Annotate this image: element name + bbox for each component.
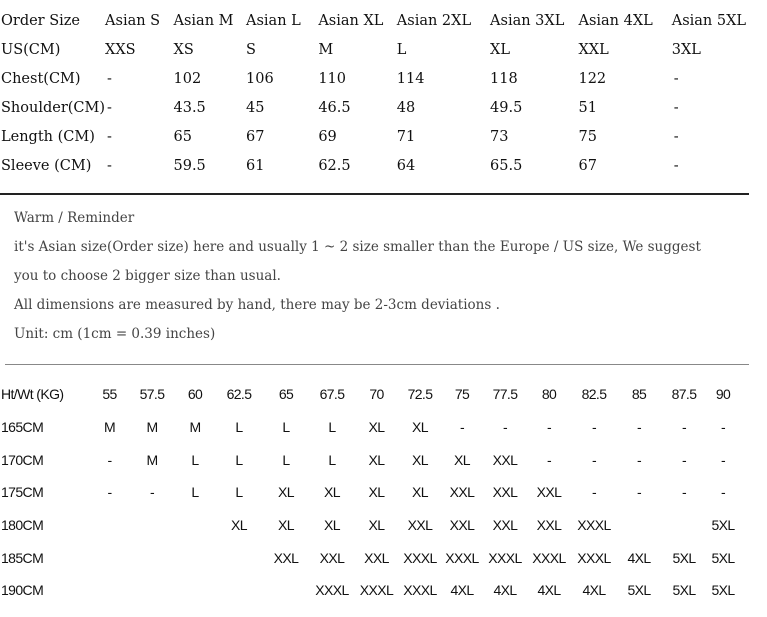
size-recommendation-cell: - <box>459 419 465 436</box>
size-recommendation-cell: - <box>591 484 597 501</box>
size-header-cell: Order Size <box>1 12 81 29</box>
size-recommendation-cell: M <box>146 451 158 468</box>
size-recommendation-cell: XL <box>412 484 428 501</box>
reminder-line: All dimensions are measured by hand, there may be 2-3cm deviations . <box>14 297 500 313</box>
size-row <box>0 64 767 93</box>
size-cell: 110 <box>318 70 346 87</box>
size-recommendation-cell: XXL <box>492 517 518 534</box>
size-row-label: Length (CM) <box>1 128 95 145</box>
size-cell: - <box>107 157 112 174</box>
size-recommendation-cell: L <box>191 484 199 501</box>
size-recommendation-cell: XXL <box>492 484 518 501</box>
size-recommendation-cell: 5XL <box>711 582 735 599</box>
size-cell: 69 <box>318 128 337 145</box>
size-header-cell: Asian L <box>246 12 301 29</box>
weight-header-cell: 60 <box>187 386 203 403</box>
size-recommendation-cell: L <box>235 484 243 501</box>
height-label: 175CM <box>1 484 44 501</box>
size-recommendation-cell: L <box>191 451 199 468</box>
size-row-label: Sleeve (CM) <box>1 157 92 174</box>
weight-header-cell: 67.5 <box>319 386 345 403</box>
size-recommendation-cell: XXL <box>407 517 433 534</box>
reminder-notes <box>14 208 754 353</box>
size-cell: 46.5 <box>318 99 351 116</box>
size-header-cell: Asian 2XL <box>396 12 472 29</box>
size-cell: 75 <box>578 128 597 145</box>
size-header-cell: Asian 5XL <box>671 12 747 29</box>
size-recommendation-cell: - <box>636 419 642 436</box>
weight-header-cell: 72.5 <box>407 386 433 403</box>
size-recommendation-cell: 4XL <box>537 582 561 599</box>
size-cell: 59.5 <box>173 157 206 174</box>
weight-header-cell: 62.5 <box>226 386 252 403</box>
size-recommendation-cell: XXXL <box>445 549 479 566</box>
size-recommendation-cell: XL <box>324 484 340 501</box>
size-recommendation-cell: XXXL <box>403 582 437 599</box>
size-recommendation-cell: M <box>146 419 158 436</box>
size-recommendation-cell: XXL <box>449 517 475 534</box>
size-row <box>0 151 767 180</box>
size-cell: 106 <box>246 70 274 87</box>
size-cell: XXS <box>105 41 136 58</box>
size-recommendation-cell: XXL <box>536 517 562 534</box>
size-recommendation-cell <box>89 509 130 542</box>
size-cell: 48 <box>396 99 416 116</box>
size-recommendation-cell <box>89 574 130 607</box>
reminder-line: it's Asian size(Order size) here and usually 1 ~ 2 size smaller than the Europe / US size, We suggest <box>14 239 701 255</box>
size-recommendation-cell <box>216 541 262 574</box>
size-header-cell: Asian S <box>105 12 161 29</box>
size-cell: - <box>673 128 679 145</box>
height-row <box>0 509 739 542</box>
size-recommendation-cell: XXXL <box>403 549 437 566</box>
size-recommendation-cell <box>174 509 216 542</box>
size-recommendation-cell <box>617 509 661 542</box>
size-recommendation-cell: XXXL <box>577 549 611 566</box>
size-recommendation-cell <box>130 541 174 574</box>
size-cell: 62.5 <box>318 157 351 174</box>
size-cell: 67 <box>246 128 265 145</box>
size-recommendation-cell: 5XL <box>711 549 735 566</box>
size-recommendation-cell: 5XL <box>627 582 651 599</box>
size-recommendation-cell: - <box>681 484 687 501</box>
size-recommendation-cell: XXL <box>536 484 562 501</box>
height-row <box>0 574 739 607</box>
size-recommendation-cell: XXXL <box>359 582 394 599</box>
size-recommendation-cell: XL <box>412 451 428 468</box>
size-recommendation-cell: XXXL <box>488 549 522 566</box>
size-cell: 45 <box>246 99 265 116</box>
height-weight-table <box>0 378 739 607</box>
size-recommendation-cell: - <box>107 451 112 468</box>
size-chart-table <box>0 6 767 180</box>
size-cell: XL <box>490 41 510 58</box>
weight-header-cell: 90 <box>715 386 731 403</box>
size-recommendation-cell: - <box>107 484 112 501</box>
size-recommendation-cell: XL <box>231 517 247 534</box>
size-cell: 102 <box>173 70 202 87</box>
reminder-title: Warm / Reminder <box>14 210 135 226</box>
size-recommendation-cell: L <box>282 419 290 436</box>
size-cell: 67 <box>578 157 597 174</box>
size-row <box>0 93 767 122</box>
height-label: 170CM <box>1 451 44 468</box>
size-recommendation-cell: L <box>282 451 290 468</box>
weight-header-cell: 80 <box>541 386 557 403</box>
size-recommendation-cell: 5XL <box>672 549 696 566</box>
size-cell: - <box>673 157 679 174</box>
size-cell: 73 <box>490 128 509 145</box>
size-cell: XS <box>173 41 194 58</box>
size-recommendation-cell: - <box>720 419 726 436</box>
size-header-cell: Asian XL <box>318 12 384 29</box>
reminder-line: Unit: cm (1cm = 0.39 inches) <box>14 326 216 342</box>
size-recommendation-cell: XXL <box>492 451 518 468</box>
size-cell: - <box>107 99 112 116</box>
size-recommendation-cell: L <box>328 419 336 436</box>
size-cell: 43.5 <box>173 99 206 116</box>
size-recommendation-cell: XL <box>412 419 428 436</box>
size-recommendation-cell: L <box>328 451 336 468</box>
size-recommendation-cell: - <box>546 451 552 468</box>
size-recommendation-cell: XXXL <box>532 549 566 566</box>
height-row <box>0 443 739 476</box>
size-recommendation-cell: XXL <box>364 549 389 566</box>
size-recommendation-cell: XL <box>368 517 385 534</box>
weight-header-cell: 85 <box>631 386 647 403</box>
size-recommendation-cell <box>89 541 130 574</box>
size-cell: 51 <box>578 99 597 116</box>
size-recommendation-cell <box>130 574 174 607</box>
size-recommendation-cell <box>174 541 216 574</box>
weight-header-cell: 57.5 <box>139 386 165 403</box>
size-cell: M <box>318 41 334 58</box>
size-cell: - <box>107 70 112 87</box>
size-recommendation-cell: XL <box>278 484 294 501</box>
size-recommendation-cell: - <box>681 419 687 436</box>
size-recommendation-cell: - <box>720 484 726 501</box>
size-cell: 65 <box>173 128 192 145</box>
size-recommendation-cell: - <box>720 451 726 468</box>
size-recommendation-cell: XXXL <box>315 582 349 599</box>
size-header-cell: Asian 3XL <box>490 12 565 29</box>
size-cell: - <box>673 70 679 87</box>
size-recommendation-cell: 4XL <box>627 549 651 566</box>
weight-header-cell: 77.5 <box>492 386 518 403</box>
size-row <box>0 35 767 64</box>
size-recommendation-cell: 4XL <box>450 582 474 599</box>
size-recommendation-cell: XL <box>368 484 385 501</box>
size-recommendation-cell <box>216 574 262 607</box>
size-recommendation-cell: - <box>591 451 597 468</box>
reminder-line: you to choose 2 bigger size than usual. <box>14 268 281 284</box>
weight-header-cell: 65 <box>278 386 294 403</box>
size-recommendation-cell <box>262 574 310 607</box>
weight-header-cell: 75 <box>454 386 470 403</box>
height-label: 180CM <box>1 517 44 534</box>
size-row-label: US(CM) <box>1 41 61 58</box>
weight-header-cell: 70 <box>369 386 384 403</box>
size-recommendation-cell: - <box>681 451 687 468</box>
weight-header-cell: 87.5 <box>671 386 697 403</box>
size-cell: 118 <box>490 70 518 87</box>
size-cell: L <box>396 41 407 58</box>
size-recommendation-cell: L <box>235 451 243 468</box>
size-recommendation-cell: 5XL <box>672 582 696 599</box>
size-cell: 61 <box>246 157 265 174</box>
size-recommendation-cell: XXL <box>319 549 345 566</box>
size-row <box>0 122 767 151</box>
size-recommendation-cell <box>130 509 174 542</box>
size-cell: 71 <box>396 128 416 145</box>
size-recommendation-cell: 4XL <box>582 582 606 599</box>
size-recommendation-cell: L <box>235 419 243 436</box>
height-weight-header-label: Ht/Wt (KG) <box>1 386 64 403</box>
size-cell: 114 <box>396 70 425 87</box>
size-recommendation-cell: - <box>636 484 642 501</box>
size-recommendation-cell <box>174 574 216 607</box>
size-recommendation-cell <box>661 509 707 542</box>
size-recommendation-cell: - <box>636 451 642 468</box>
size-cell: 122 <box>578 70 607 87</box>
size-cell: XXL <box>578 41 609 58</box>
height-row <box>0 541 739 574</box>
weight-header-cell: 55 <box>102 386 117 403</box>
size-recommendation-cell: - <box>546 419 552 436</box>
height-label: 185CM <box>1 549 44 566</box>
size-recommendation-cell: XXL <box>449 484 475 501</box>
size-recommendation-cell: XXXL <box>577 517 611 534</box>
size-recommendation-cell: XL <box>368 419 385 436</box>
size-recommendation-cell: 5XL <box>711 517 735 534</box>
height-row <box>0 411 739 444</box>
size-recommendation-cell: XL <box>454 451 470 468</box>
divider <box>0 193 749 195</box>
size-cell: 49.5 <box>490 99 523 116</box>
size-cell: 65.5 <box>490 157 523 174</box>
size-cell: - <box>107 128 112 145</box>
size-row-label: Chest(CM) <box>1 70 81 87</box>
weight-header-cell: 82.5 <box>581 386 607 403</box>
size-recommendation-cell: M <box>103 419 116 436</box>
size-recommendation-cell: 4XL <box>493 582 517 599</box>
size-recommendation-cell: XL <box>324 517 340 534</box>
size-recommendation-cell: XXL <box>273 549 299 566</box>
size-recommendation-cell: - <box>591 419 597 436</box>
height-label: 190CM <box>1 582 44 599</box>
size-recommendation-cell: - <box>149 484 155 501</box>
size-header-cell: Asian M <box>173 12 234 29</box>
size-row-label: Shoulder(CM) <box>1 99 106 116</box>
size-header-cell: Asian 4XL <box>578 12 653 29</box>
size-recommendation-cell: - <box>502 419 508 436</box>
size-recommendation-cell: XL <box>368 451 385 468</box>
size-cell: 3XL <box>671 41 701 58</box>
size-recommendation-cell: XL <box>278 517 294 534</box>
size-cell: S <box>246 41 256 58</box>
divider <box>5 364 749 365</box>
size-header-row <box>0 6 767 35</box>
height-label: 165CM <box>1 419 44 436</box>
height-row <box>0 476 739 509</box>
size-cell: 64 <box>396 157 416 174</box>
size-recommendation-cell: M <box>189 419 201 436</box>
size-cell: - <box>673 99 679 116</box>
weight-header-row <box>0 378 739 411</box>
